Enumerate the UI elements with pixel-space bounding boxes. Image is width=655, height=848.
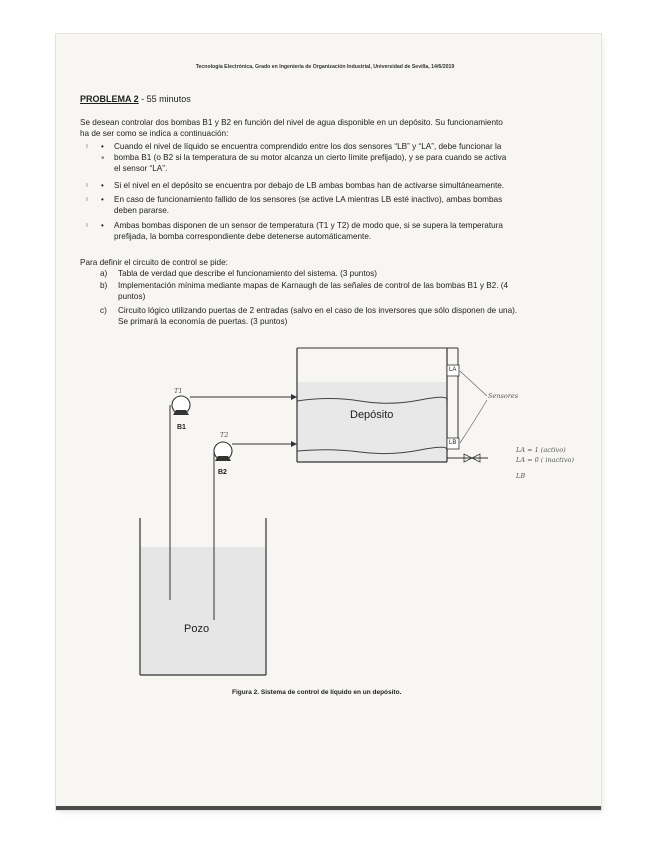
item-a-line-1: Tabla de verdad que describe el funcionamiento del sistema. (3 puntos) — [118, 269, 377, 278]
bullet-dot: • — [101, 142, 104, 151]
t1-label: T1 — [174, 387, 183, 395]
sensor-pointer-lb — [460, 400, 487, 443]
sensor-lb-label: LB — [449, 440, 457, 446]
problem-label: PROBLEMA 2 — [80, 94, 139, 104]
bullet-1-line-2: bomba B1 (o B2 si la temperatura de su motor alcanza un cierto límite prefijado), y se para cuando se activa — [114, 153, 507, 162]
bullet-dot: • — [101, 181, 104, 190]
problem-time: - 55 minutos — [138, 94, 191, 104]
pipe-b2-arrow — [291, 441, 297, 447]
margin-dot: • — [101, 153, 105, 164]
bullet-1-line-3: el sensor “LA”. — [114, 164, 168, 173]
margin-mark: ı — [86, 143, 88, 150]
sensor-pointer-la — [460, 371, 487, 396]
bullet-3-line-2: deben pararse. — [114, 206, 170, 215]
bullet-dot: • — [101, 195, 104, 204]
margin-mark: ı — [86, 196, 88, 203]
t2-label: T2 — [220, 431, 229, 439]
item-b-line-1: Implementación mínima mediante mapas de Karnaugh de las señales de control de las bombas B1 y B2. (4 — [118, 281, 509, 290]
intro-line-1: Se desean controlar dos bombas B1 y B2 en función del nivel de agua disponible en un depósito. Su funcionamiento — [80, 118, 503, 127]
margin-mark: ı — [86, 222, 88, 229]
handwritten-la-active: LA = 1 (activo) — [516, 446, 566, 454]
figure-caption: Figura 2. Sistema de control de líquido en un depósito. — [232, 689, 402, 696]
bullet-1-line-1: Cuando el nivel de líquido se encuentra comprendido entre los dos sensores “LB” y “LA”, debe funcionar la — [114, 142, 502, 151]
item-b-line-2: puntos) — [118, 292, 146, 301]
sensor-la-label: LA — [449, 367, 457, 373]
item-c-letter: c) — [100, 306, 107, 315]
bullet-4-line-2: prefijada, la bomba correspondiente debe detenerse automáticamente. — [114, 232, 372, 241]
deposito-label: Depósito — [350, 409, 394, 421]
pipe-b1-arrow — [291, 394, 297, 400]
well-water — [140, 547, 266, 675]
handwritten-la-inactive: LA = 0 ( inactivo) — [516, 456, 574, 464]
control-intro: Para definir el circuito de control se pide: — [80, 258, 228, 267]
item-c-line-2: Se primará la economía de puertas. (3 puntos) — [118, 317, 288, 326]
bullet-4-line-1: Ambas bombas disponen de un sensor de temperatura (T1 y T2) de modo que, si se supera la temperatura — [114, 221, 503, 230]
item-b-letter: b) — [100, 281, 108, 290]
bullet-2-line-1: Si el nivel en el depósito se encuentra por debajo de LB ambas bombas han de activarse simultáneamente. — [114, 181, 505, 190]
handwritten-lb: LB — [516, 472, 526, 480]
b2-label: B2 — [218, 469, 227, 476]
intro-line-2: ha de ser como se indica a continuación: — [80, 129, 229, 138]
item-c-line-1: Circuito lógico utilizando puertas de 2 entradas (salvo en el caso de los inversores que sólo disponen de una). — [118, 306, 518, 315]
item-a-letter: a) — [100, 269, 108, 278]
page-header: Tecnología Electrónica, Grado en Ingeniería de Organización Industrial, Universidad de Sevilla, 14/6/2019 — [195, 64, 455, 70]
handwritten-sensores: Sensores — [488, 392, 519, 400]
bullet-3-line-1: En caso de funcionamiento fallido de los sensores (se active LA mientras LB esté inactivo), ambas bombas — [114, 195, 503, 204]
margin-mark: ı — [86, 182, 88, 189]
pozo-label: Pozo — [184, 623, 210, 635]
bullet-dot: • — [101, 221, 104, 230]
b1-label: B1 — [177, 424, 186, 431]
